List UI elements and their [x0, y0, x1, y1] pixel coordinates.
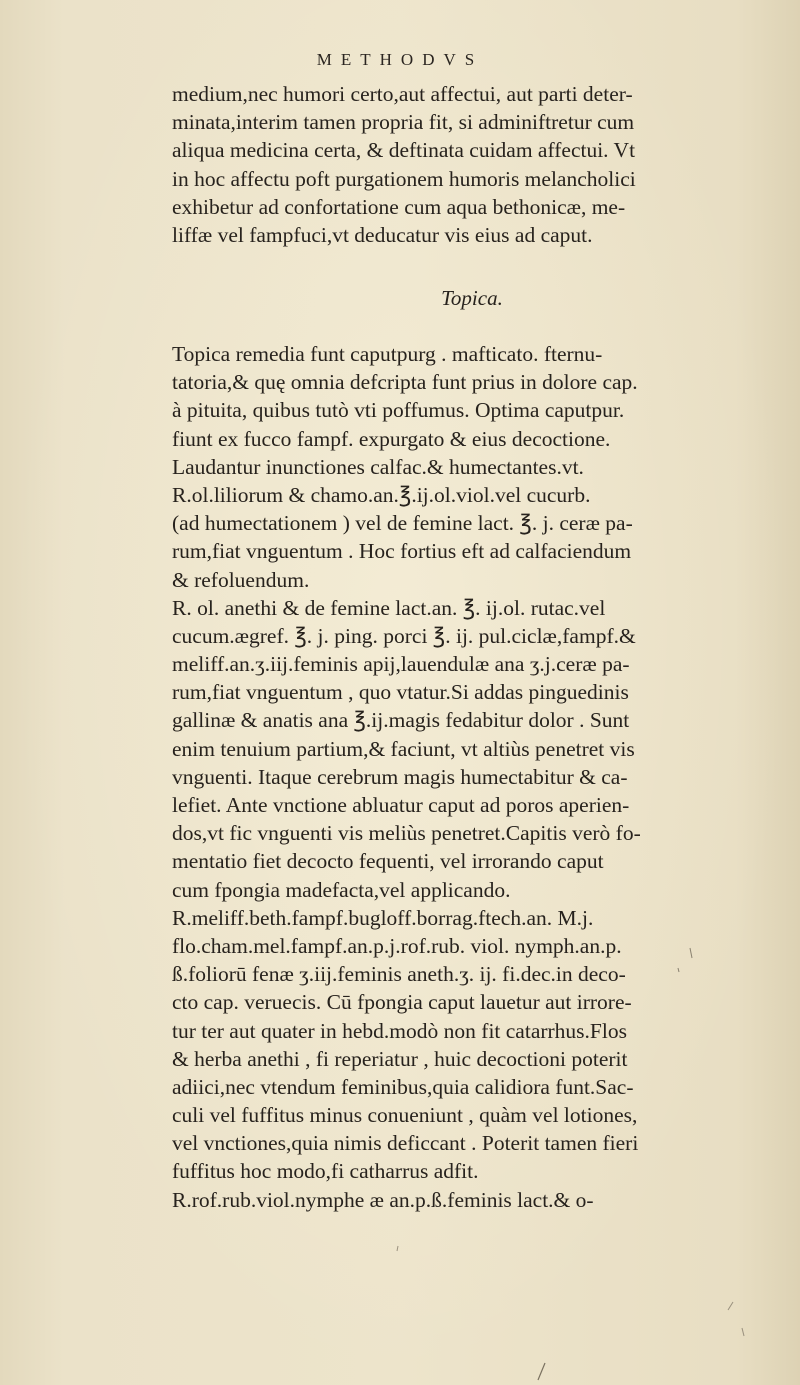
- text-line: cto cap. veruecis. Cū fpongia caput lauetur aut irrore-: [172, 990, 632, 1015]
- text-line: adiici,nec vtendum feminibus,quia calidiora funt.Sac-: [172, 1074, 634, 1099]
- text-block: [172, 80, 772, 1212]
- text-line: R.ol.liliorum & chamo.an.℥.ij.ol.viol.vel cucurb.: [172, 482, 591, 507]
- text-line: medium,nec humori certo,aut affectui, aut parti deter-: [172, 82, 633, 106]
- text-line: & herba anethi , fi reperiatur , huic decoctioni poterit: [172, 1046, 628, 1071]
- text-line: cucum.ægref. ℥. j. ping. porci ℥. ij. pul.ciclæ,fampf.&: [172, 623, 636, 648]
- text-line: mentatio fiet decocto fequenti, vel irrorando caput: [172, 849, 604, 874]
- text-line: aliqua medicina certa, & deftinata cuidam affectui. Vt: [172, 138, 636, 163]
- text-line: ß.foliorū fenæ ʒ.iij.feminis aneth.ʒ. ij. fi.dec.in deco-: [172, 962, 626, 987]
- ink-mark: [397, 1246, 398, 1251]
- text-line: & refoluendum.: [172, 567, 310, 592]
- text-line: cum fpongia madefacta,vel applicando.: [172, 877, 511, 902]
- paragraph-1: [172, 80, 772, 249]
- section-heading: Topica.: [441, 286, 503, 310]
- text-line: minata,interim tamen propria fit, si adminiftretur cum: [172, 110, 635, 135]
- text-line: enim tenuium partium,& faciunt, vt altiùs penetret vis: [172, 736, 635, 761]
- text-line: lefiet. Ante vnctione abluatur caput ad poros aperien-: [172, 793, 630, 817]
- text-line: fiunt ex fucco fampf. expurgato & eius decoctione.: [172, 426, 611, 451]
- text-line: gallinæ & anatis ana ℥.ij.magis fedabitur dolor . Sunt: [172, 708, 630, 733]
- text-line: exhibetur ad confortatione cum aqua bethonicæ, me-: [172, 194, 626, 219]
- ink-mark: [742, 1328, 744, 1336]
- text-line: tatoria,& quę omnia defcripta funt prius in dolore cap.: [172, 370, 638, 395]
- text-line: vnguenti. Itaque cerebrum magis humectabitur & ca-: [172, 764, 628, 789]
- ink-mark: [678, 968, 679, 972]
- text-line: R. ol. anethi & de femine lact.an. ℥. ij.ol. rutac.vel: [172, 595, 606, 620]
- text-line: rum,fiat vnguentum . Hoc fortius eft ad calfaciendum: [172, 539, 632, 564]
- ink-mark: [728, 1302, 733, 1310]
- text-line: fuffitus hoc modo,fi catharrus adfit.: [172, 1159, 479, 1184]
- text-line: meliff.an.ʒ.iij.feminis apij,lauendulæ ana ʒ.j.ceræ pa-: [172, 652, 630, 677]
- text-line: vel vnctiones,quia nimis deficcant . Poterit tamen fieri: [172, 1131, 639, 1156]
- text-line: Topica remedia funt caputpurg . mafticato. fternu-: [172, 342, 603, 366]
- text-line: R.meliff.beth.fampf.bugloff.borrag.ftech.an. M.j.: [172, 905, 594, 930]
- paragraph-2: [172, 340, 641, 1214]
- ink-mark: [690, 948, 692, 958]
- text-line: culi vel fuffitus minus conueniunt , quàm vel lotiones,: [172, 1103, 638, 1128]
- text-line: (ad humectationem ) vel de femine lact. ℥. j. ceræ pa-: [172, 511, 633, 536]
- text-line: tur ter aut quater in hebd.modò non fit catarrhus.Flos: [172, 1018, 627, 1043]
- text-line: dos,vt fic vnguenti vis meliùs penetret.Capitis verò fo-: [172, 821, 641, 846]
- ink-mark: [538, 1363, 545, 1380]
- text-line: in hoc affectu poft purgationem humoris melancholici: [172, 166, 636, 191]
- text-line: flo.cham.mel.fampf.an.p.j.rof.rub. viol. nymph.an.p.: [172, 933, 622, 958]
- text-line: rum,fiat vnguentum , quo vtatur.Si addas pinguedinis: [172, 680, 629, 705]
- text-line: Laudantur inunctiones calfac.& humectantes.vt.: [172, 454, 584, 479]
- text-line: R.rof.rub.viol.nymphe æ an.p.ß.feminis lact.& o-: [172, 1187, 594, 1212]
- text-line: liffæ vel fampfuci,vt deducatur vis eius ad caput.: [172, 222, 593, 247]
- text-line: à pituita, quibus tutò vti poffumus. Optima caputpur.: [172, 398, 625, 423]
- running-head: METHODVS: [316, 50, 484, 69]
